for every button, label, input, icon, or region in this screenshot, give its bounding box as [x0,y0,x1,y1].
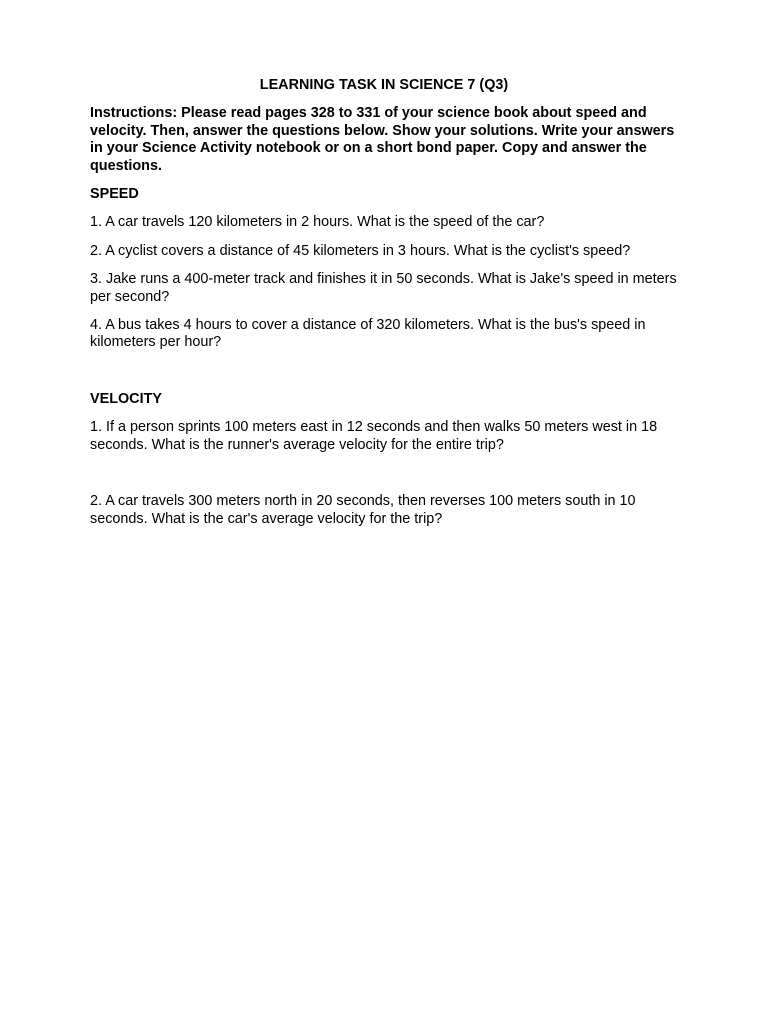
page-title: LEARNING TASK IN SCIENCE 7 (Q3) [259,77,509,93]
velocity-section [90,391,680,528]
velocity-question-2: 2. A car travels 300 meters north in 20 seconds, then reverses 100 meters south in 10 seconds. What is the car's average velocity for the trip? [90,493,636,527]
document-content [90,77,680,539]
speed-section [90,186,680,352]
speed-question-3: 3. Jake runs a 400-meter track and finishes it in 50 seconds. What is Jake's speed in meters per second? [90,271,677,305]
velocity-heading: VELOCITY [90,390,162,407]
speed-question-2: 2. A cyclist covers a distance of 45 kilometers in 3 hours. What is the cyclist's speed? [90,242,631,259]
instructions-paragraph: Instructions: Please read pages 328 to 331 of your science book about speed and velocity. Then, answer the questions below. Show your solutions. Write your answers in your Science Activity notebook or on a short bond paper. Copy and answer the questions. [90,105,675,174]
speed-question-4: 4. A bus takes 4 hours to cover a distance of 320 kilometers. What is the bus's speed in kilometers per hour? [90,317,646,351]
blank-line [90,363,680,391]
speed-question-1: 1. A car travels 120 kilometers in 2 hours. What is the speed of the car? [90,214,545,231]
velocity-question-1: 1. If a person sprints 100 meters east in 12 seconds and then walks 50 meters west in 18 seconds. What is the runner's average velocity for the entire trip? [90,419,658,453]
speed-heading: SPEED [90,186,139,203]
blank-line [90,465,680,493]
